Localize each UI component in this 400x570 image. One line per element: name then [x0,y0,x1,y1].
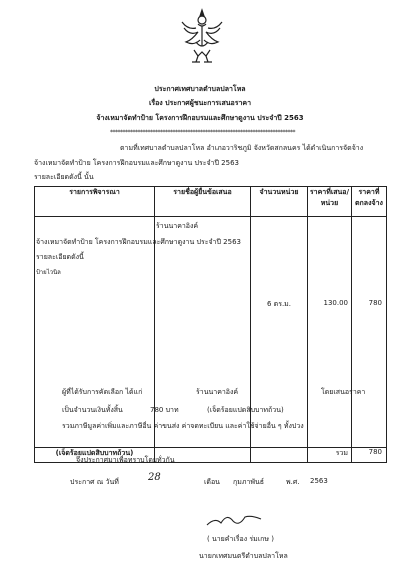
separator-line: ************************************************************************** [110,129,295,136]
header-offer-price: ราคาที่เสนอ/ หน่วย [308,187,352,217]
cell-bidder: ร้านนาคาอิงค์ [155,217,251,448]
cell-empty-2 [251,448,308,463]
date-day: 28 [148,472,161,483]
signature-icon [205,511,263,529]
date-month: กุมภาพันธ์ [233,478,265,486]
org-title: ประกาศเทศบาลตำบลปลาโหล [154,85,246,93]
intro-line-3: รายละเอียดดังนี้ นั้น [34,173,94,181]
date-year-label: พ.ศ. [286,478,300,486]
cell-amount-words: (เจ็ดร้อยแปดสิบบาทถ้วน) [35,448,155,463]
amount-value: 780 บาท [150,406,179,414]
table-header-row [35,187,387,217]
item-line-3: ป้ายไวนิล [36,269,61,276]
amount-words: (เจ็ดร้อยแปดสิบบาทถ้วน) [207,406,284,414]
announce-line: จึงประกาศมาเพื่อทราบโดยทั่วกัน [76,456,175,464]
project-title: จ้างเหมาจัดทำป้าย โครงการฝึกอบรมและศึกษาดูงาน ประจำปี 2563 [96,114,304,122]
date-month-label: เดือน [204,478,220,486]
header-agreed-price: ราคาที่ ตกลงจ้าง [352,187,387,217]
cell-total: 780 [352,448,387,463]
date-year: 2563 [310,477,328,485]
header-item: รายการพิจารณา [35,187,155,217]
vat-note: รวมภาษีมูลค่าเพิ่มและภาษีอื่น ค่าขนส่ง ค่าจดทะเบียน และค่าใช้จ่ายอื่น ๆ ทั้งปวง [62,422,304,430]
intro-line-1: ตามที่เทศบาลตำบลปลาโหล อำเภอวาริชภูมิ จังหวัดสกลนคร ได้ดำเนินการจัดจ้าง [120,144,364,152]
amount-prefix: เป็นจำนวนเงินทั้งสิ้น [62,406,123,414]
garuda-emblem-icon [178,6,226,68]
announcement-subject: เรื่อง ประกาศผู้ชนะการเสนอราคา [148,99,252,107]
header-qty: จำนวนหน่วย [251,187,308,217]
cell-qty: 6 ตร.ม. [251,217,308,448]
signer-name: ( นายคำเรื่อง ร่มเกษ ) [207,535,274,543]
cell-offer-price: 130.00 [308,217,352,448]
date-prefix: ประกาศ ณ วันที่ [70,478,119,486]
header-bidder: รายชื่อผู้ยื่นข้อเสนอ [155,187,251,217]
intro-line-2: จ้างเหมาจัดทำป้าย โครงการฝึกอบรมและศึกษาดูงาน ประจำปี 2563 [34,159,239,167]
item-line-1: จ้างเหมาจัดทำป้าย โครงการฝึกอบรมและศึกษาดูงาน ประจำปี 2563 [36,238,241,246]
winner-name: ร้านนาคาอิงค์ [196,388,239,396]
signer-title: นายกเทศมนตรีตำบลปลาโหล [199,552,288,560]
cell-agreed-price: 780 [352,217,387,448]
winner-prefix: ผู้ที่ได้รับการคัดเลือก ได้แก่ [62,388,143,396]
cell-total-label: รวม [308,448,352,463]
item-line-2: รายละเอียดดังนี้ [36,253,84,261]
procurement-method: โดยเสนอราคา [321,388,366,396]
